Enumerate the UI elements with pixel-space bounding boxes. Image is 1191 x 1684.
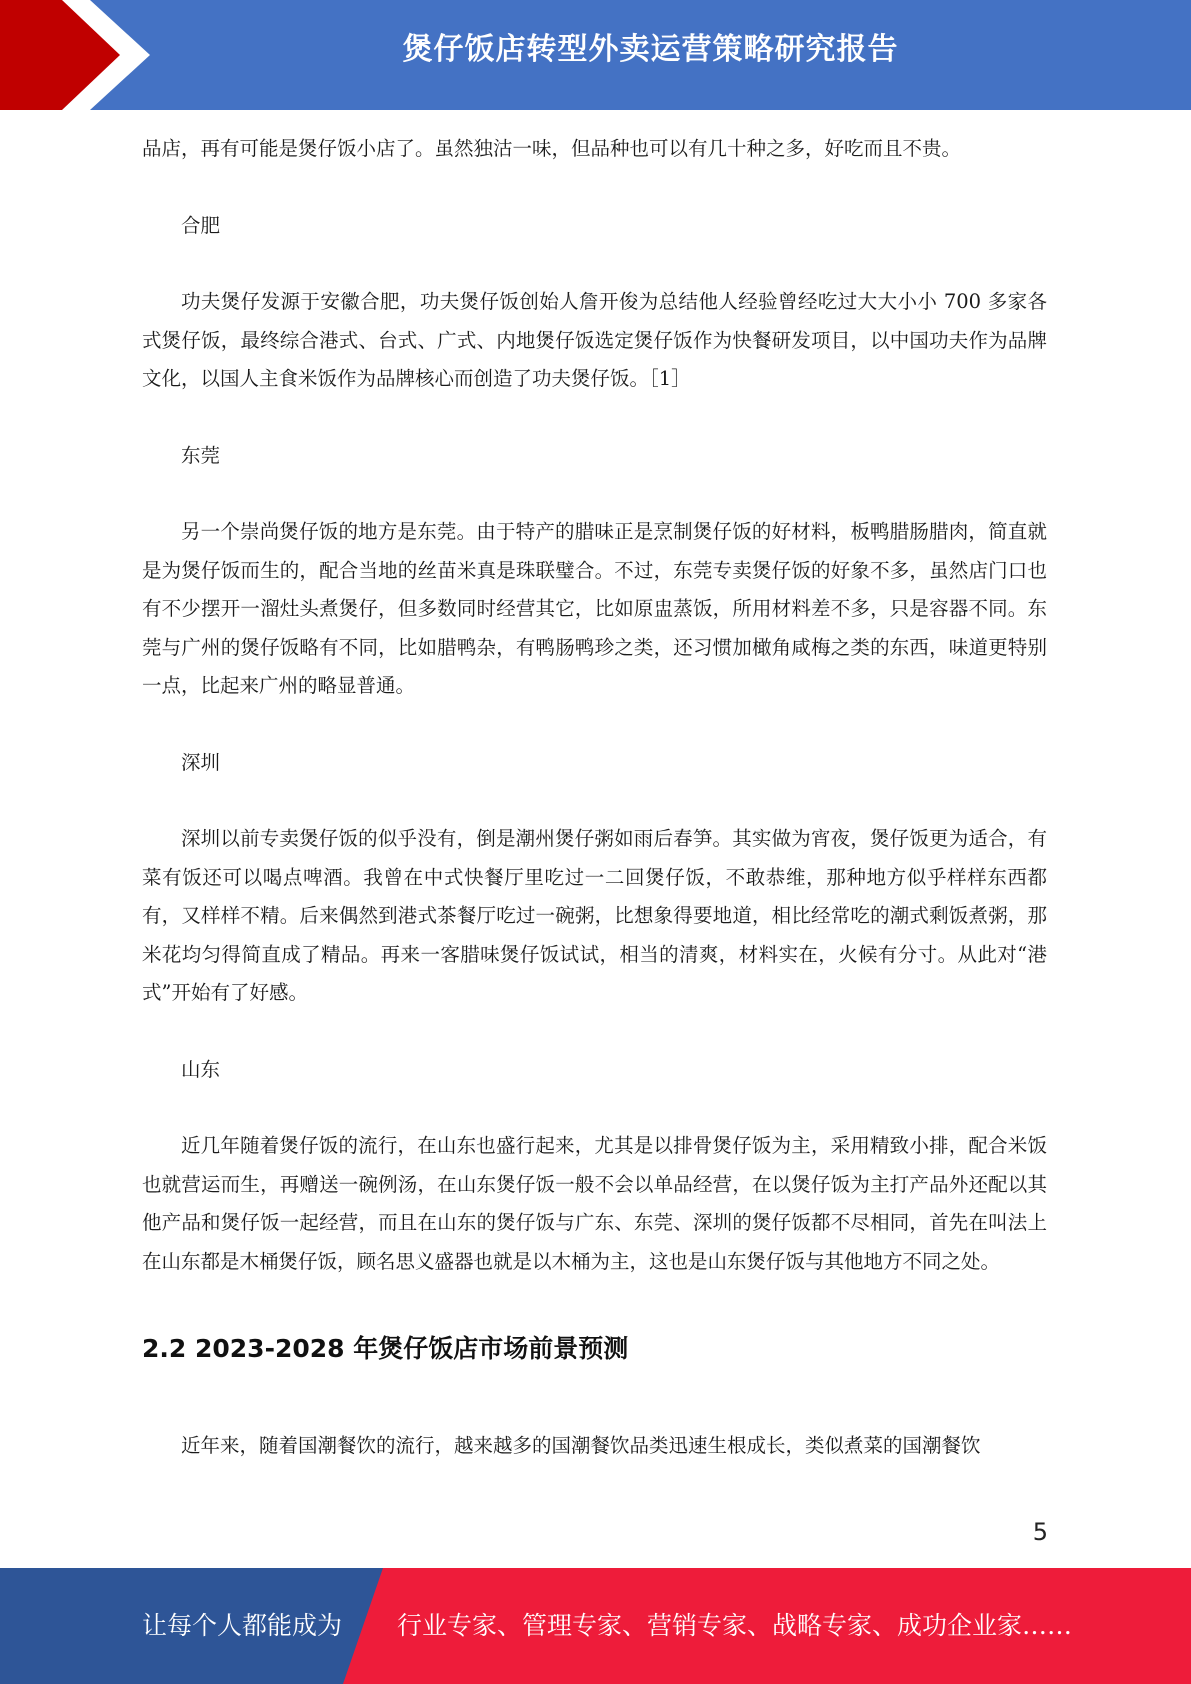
header-banner — [0, 0, 1191, 110]
city-paragraph-shenzhen: 深圳以前专卖煲仔饭的似乎没有，倒是潮州煲仔粥如雨后春笋。其实做为宵夜，煲仔饭更为适合，有菜有饭还可以喝点啤酒。我曾在中式快餐厅里吃过一二回煲仔饭，不敢恭维，那种地方似乎样样东西都有，又样样不精。后来偶然到港式茶餐厅吃过一碗粥，比想象得要地道，相比经常吃的潮式剩饭煮粥，那米花均匀得简直成了精品。再来一客腊味煲仔饭试试，相当的清爽，材料实在，火候有分寸。从此对“港式”开始有了好感。 — [142, 827, 1047, 1004]
intro-paragraph: 品店，再有可能是煲仔饭小店了。虽然独沽一味，但品种也可以有几十种之多，好吃而且不贵。 — [142, 137, 962, 160]
footer-banner — [0, 1568, 1191, 1684]
document-body — [142, 130, 1047, 1466]
city-paragraph-dongguan: 另一个崇尚煲仔饭的地方是东莞。由于特产的腊味正是烹制煲仔饭的好材料，板鸭腊肠腊肉，简直就是为煲仔饭而生的，配合当地的丝苗米真是珠联璧合。不过，东莞专卖煲仔饭的好象不多，虽然店门口也有不少摆开一溜灶头煮煲仔，但多数同时经营其它，比如原盅蒸饭，所用材料差不多，只是容器不同。东莞与广州的煲仔饭略有不同，比如腊鸭杂，有鸭肠鸭珍之类，还习惯加橄角咸梅之类的东西，味道更特别一点，比起来广州的略显普通。 — [142, 520, 1047, 697]
report-title: 煲仔饭店转型外卖运营策略研究报告 — [402, 32, 899, 67]
city-paragraph-shandong: 近几年随着煲仔饭的流行，在山东也盛行起来，尤其是以排骨煲仔饭为主，采用精致小排，配合米饭也就营运而生，再赠送一碗例汤，在山东煲仔饭一般不会以单品经营，在以煲仔饭为主打产品外还配以其他产品和煲仔饭一起经营，而且在山东的煲仔饭与广东、东莞、深圳的煲仔饭都不尽相同，首先在叫法上在山东都是木桶煲仔饭，顾名思义盛器也就是以木桶为主，这也是山东煲仔饭与其他地方不同之处。 — [142, 1134, 1047, 1273]
section-heading: 2.2 2023-2028 年煲仔饭店市场前景预测 — [142, 1334, 629, 1363]
city-heading-shandong: 山东 — [181, 1057, 221, 1081]
page-number: 5 — [1032, 1518, 1048, 1546]
city-paragraph-hefei: 功夫煲仔发源于安徽合肥，功夫煲仔饭创始人詹开俊为总结他人经验曾经吃过大大小小 700 多家各式煲仔饭，最终综合港式、台式、广式、内地煲仔饭选定煲仔饭作为快餐研发项目，以中国功夫作为品牌文化，以国人主食米饭作为品牌核心而创造了功夫煲仔饭。［1］ — [142, 290, 1047, 390]
header-chevron-decoration — [0, 0, 150, 110]
section-paragraph: 近年来，随着国潮餐饮的流行，越来越多的国潮餐饮品类迅速生根成长，类似煮菜的国潮餐饮 — [181, 1434, 981, 1457]
footer-slogan-left: 让每个人都能成为 — [142, 1611, 343, 1640]
city-heading-hefei: 合肥 — [181, 213, 221, 237]
city-heading-dongguan: 东莞 — [181, 443, 221, 467]
city-heading-shenzhen: 深圳 — [181, 750, 221, 774]
footer-slogan-right: 行业专家、管理专家、营销专家、战略专家、成功企业家…… — [397, 1611, 1073, 1640]
